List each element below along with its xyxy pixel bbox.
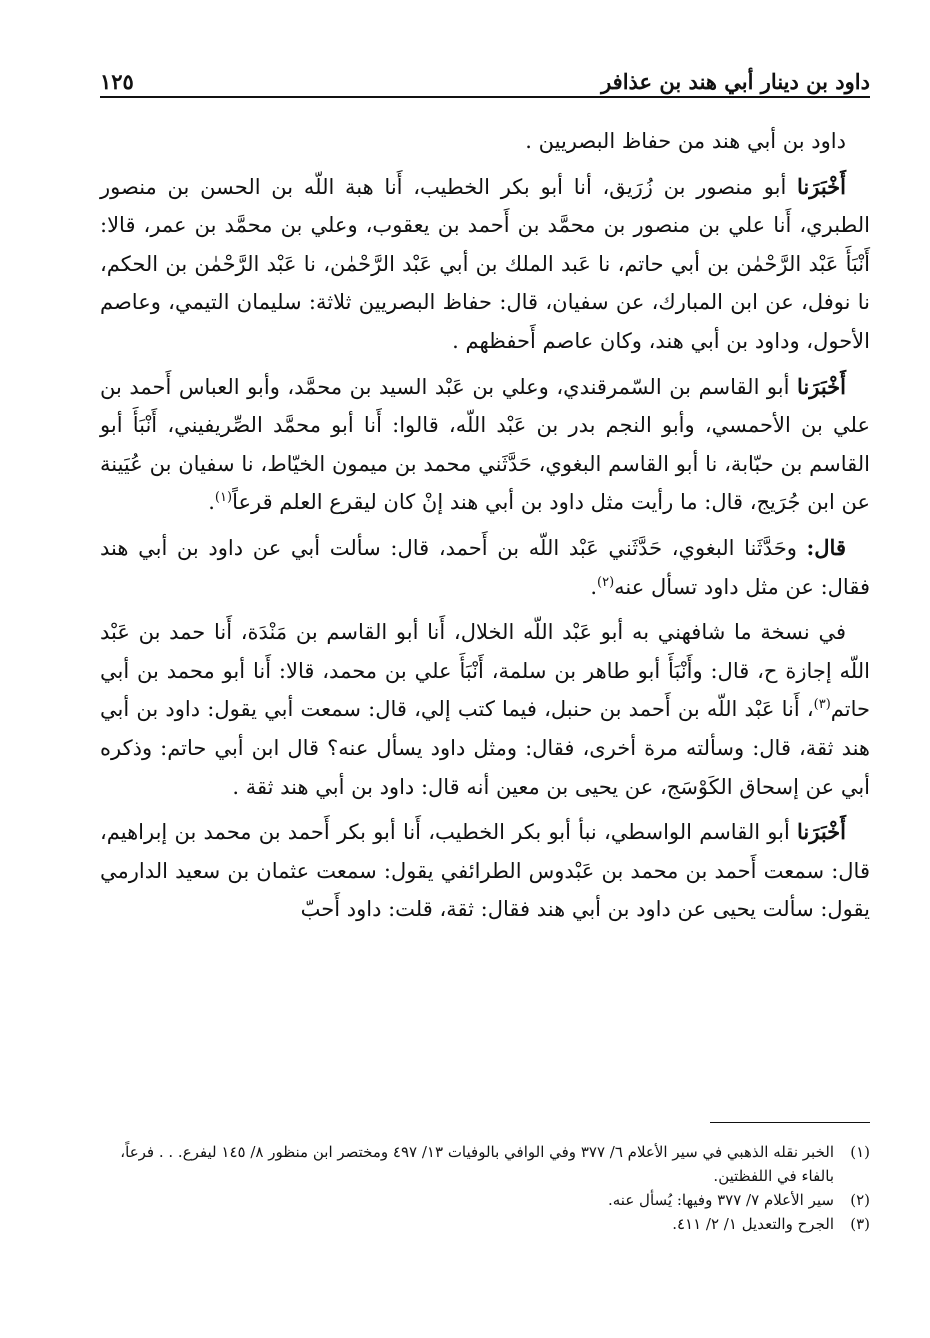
page-number: ١٢٥ [100,69,134,94]
footnote-ref[interactable]: (٣) [813,697,831,713]
footnote-text: الخبر نقله الذهبي في سير الأعلام ٦/ ٣٧٧ وفي الوافي بالوفيات ١٣/ ٤٩٧ ومختصر ابن منظور ٨/ ١٤٥ ليفرع. . . فرعاً، بالفاء في اللفظتين. [120,1143,834,1185]
footnote-ref[interactable]: (٢) [597,574,615,590]
paragraph-text: داود بن أبي هند من حفاظ البصريين . [525,129,846,153]
paragraph [100,813,870,929]
footnote [100,1140,870,1188]
header-rule [100,96,870,98]
footnote-mark: (٢) [850,1191,870,1209]
paragraph-lead-word: أَخْبَرَنا [797,173,846,199]
footnotes [100,1140,870,1236]
page-header [100,58,870,94]
paragraph-lead-word: أَخْبَرَنا [797,819,846,845]
paragraph-tail: . [208,490,215,515]
paragraph [100,368,870,522]
footnote-text: سير الأعلام ٧/ ٣٧٧ وفيها: يُسأل عنه. [608,1191,834,1209]
main-text [100,122,870,936]
paragraph-text: أبو القاسم بن السّمرقندي، وعلي بن عَبْد السيد بن محمَّد، وأبو العباس أَحمد بن علي بن الأحمسي، وأبو النجم بدر بن عَبْد اللّه، قالوا: أَنا أبو محمَّد الصِّريفيني، أَنْبَأَ أبو القاسم بن حبّابة، نا أبو القاسم البغوي، حَدَّثَني محمد بن ميمون الخيّاط، نا سفيان بن عُيَينة عن ابن جُرَيج، قال: ما رأيت مثل داود بن أبي هند إنْ كان ليقرع العلم قرعاً [100,374,870,515]
footnote-mark: (٣) [850,1215,870,1233]
paragraph-text: وحَدَّثَنا البغوي، حَدَّثَني عَبْد اللّه بن أَحمد، قال: سألت أبي عن داود بن أبي هند فقال: عن مثل داود تسأل عنه [100,535,870,599]
paragraph [100,122,870,161]
paragraph-tail: . [590,574,598,599]
paragraph-lead-word: قال: [806,534,846,560]
paragraph-text: في نسخة ما شافهني به أبو عَبْد اللّه الخلال، أَنا أبو القاسم بن مَنْدَة، أَنا حمد بن عَبْد اللّه إجازة ح، قال: وأَنْبَأَ أبو طاهر بن سلمة، أَنْبَأَ علي بن محمد، قالا: أَنا أبو محمد بن أبي حاتم [100,620,870,722]
paragraph [100,168,870,361]
footnote-separator [710,1122,870,1123]
paragraph-tail: ، أَنا عَبْد اللّه بن أَحمد بن حنبل، فيما كتب إلي، قال: سمعت أبي يقول: داود بن أبي هند ثقة، قال: وسألته مرة أخرى، فقال: ومثل داود يسأل عنه؟ قال ابن أبي حاتم: وذكره أبي عن إسحاق الكَوْسَج، عن يحيى بن معين أنه قال: داود بن أبي هند ثقة . [100,697,870,799]
footnote-ref[interactable]: (١) [214,490,233,506]
paragraph-lead-word: أَخْبَرَنا [797,373,846,399]
paragraph-text: أبو منصور بن زُرَيق، أنا أبو بكر الخطيب، أَنا هبة اللّه بن الحسن بن منصور الطبري، أَنا علي بن منصور بن محمَّد بن أَحمد بن يعقوب، وعلي بن محمَّد بن عمر، قالا: أَنْبَأَ عَبْد الرَّحْمٰن بن أبي حاتم، نا عَبد الملك بن أبي عَبْد الرَّحْمٰن، نا عَبْد الرَّحْمٰن بن الحكم، نا نوفل، عن ابن المبارك، عن سفيان، قال: حفاظ البصريين ثلاثة: سليمان التيمي، وعاصم الأحول، وداود بن أبي هند، وكان عاصم أَحفظهم . [100,174,870,353]
footnote-mark: (١) [850,1143,870,1161]
footnote [100,1188,870,1212]
paragraph [100,613,870,806]
running-title: داود بن دينار أبي هند بن عذافر [601,69,870,94]
footnote-text: الجرح والتعديل ١/ ٢/ ٤١١. [672,1215,834,1233]
paragraph-text: أبو القاسم الواسطي، نبأ أبو بكر الخطيب، أَنا أبو بكر أَحمد بن محمد بن إبراهيم، قال: سمعت أَحمد بن محمد بن عَبْدوس الطرائفي يقول: سمعت عثمان بن سعيد الدارمي يقول: سألت يحيى عن داود بن أبي هند فقال: ثقة، قلت: داود أَحبّ [100,820,870,922]
footnote [100,1212,870,1236]
paragraph [100,529,870,606]
